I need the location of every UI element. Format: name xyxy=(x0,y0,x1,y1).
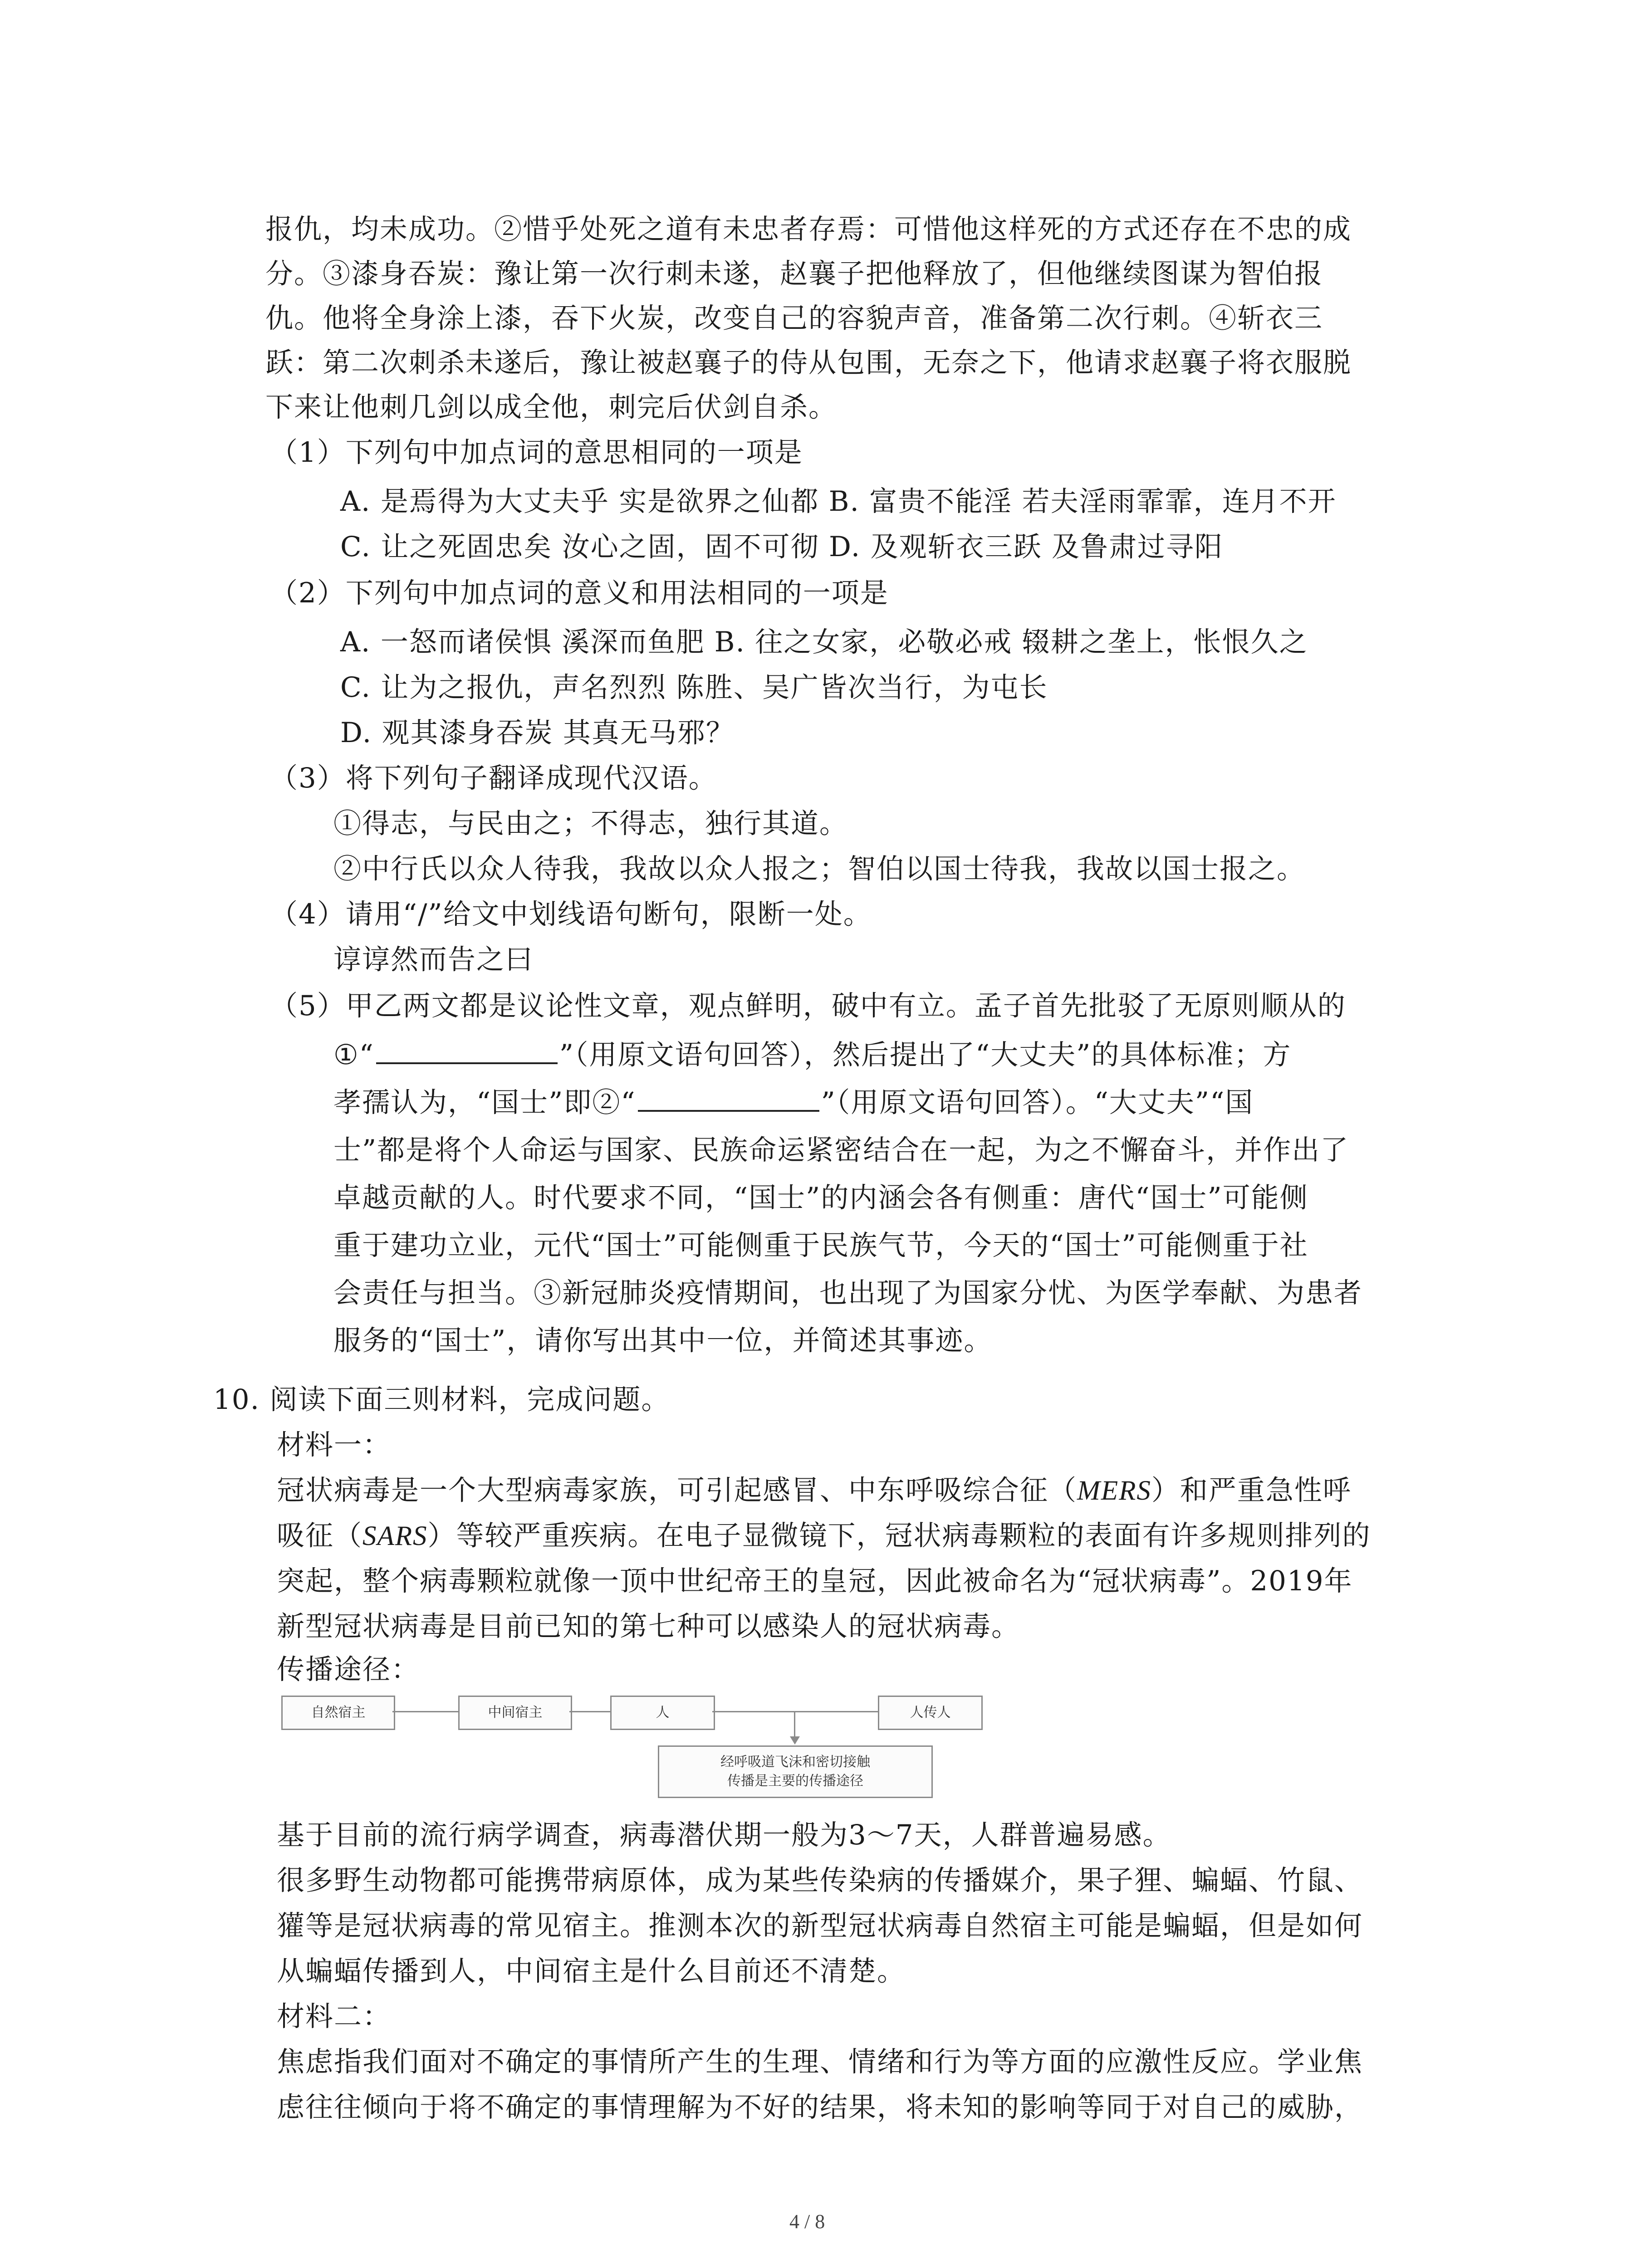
body-line: 服务的“国士”，请你写出其中一位，并简述其事迹。 xyxy=(333,1325,993,1357)
body-line: 仇。他将全身涂上漆，吞下火炭，改变自己的容貌声音，准备第二次行刺。④斩衣三 xyxy=(265,302,1323,334)
answer-blank-1[interactable] xyxy=(376,1040,558,1064)
question-10-title: 10. 阅读下面三则材料，完成问题。 xyxy=(213,1383,670,1416)
q5-fill-prefix: ①“ xyxy=(333,1039,374,1071)
connector-line xyxy=(569,1711,610,1712)
diagram-intermediate-host: 中间宿主 xyxy=(458,1696,572,1730)
question-3: （3）将下列句子翻译成现代汉语。 xyxy=(270,762,717,794)
diagram-note-line: 经呼吸道飞沫和密切接触 xyxy=(720,1754,870,1770)
body-line: 士”都是将个人命运与国家、民族命运紧密结合在一起，为之不懈奋斗，并作出了 xyxy=(333,1134,1349,1166)
option-line: C. 让之死固忠矣 汝心之固，固不可彻 D. 及观斩衣三跃 及鲁肃过寻阳 xyxy=(340,531,1223,563)
body-line: 很多野生动物都可能携带病原体，成为某些传染病的传播媒介，果子狸、蝙蝠、竹鼠、 xyxy=(277,1864,1363,1897)
body-line: 报仇，均未成功。②惜乎处死之道有未忠者存焉：可惜他这样死的方式还存在不忠的成 xyxy=(265,213,1352,245)
question-2: （2）下列句中加点词的意义和用法相同的一项是 xyxy=(270,577,889,609)
q5-fill-line-2 xyxy=(333,1086,1254,1119)
body-line: 虑往往倾向于将不确定的事情理解为不好的结果，将未知的影响等同于对自己的威胁， xyxy=(277,2091,1363,2123)
material-2-label: 材料二： xyxy=(277,2000,392,2033)
punctuation-sentence: 谆谆然而告之曰 xyxy=(333,943,534,976)
diagram-note xyxy=(658,1745,933,1798)
diagram-human: 人 xyxy=(610,1696,715,1730)
text-span: ）和严重急性呼 xyxy=(1151,1474,1352,1506)
body-line: 从蝙蝠传播到人，中间宿主是什么目前还不清楚。 xyxy=(277,1955,906,1987)
body-line: 焦虑指我们面对不确定的事情所产生的生理、情绪和行为等方面的应激性反应。学业焦 xyxy=(277,2046,1363,2078)
q5-fill-prefix: 孝孺认为，“国士”即②“ xyxy=(333,1086,636,1119)
body-line: 分。③漆身吞炭：豫让第一次行刺未遂，赵襄子把他释放了，但他继续图谋为智伯报 xyxy=(265,258,1323,290)
body-line: 下来让他刺几剑以成全他，刺完后伏剑自杀。 xyxy=(265,391,838,423)
option-line: D. 观其漆身吞炭 其真无马邪？ xyxy=(340,717,735,749)
body-line: 獾等是冠状病毒的常见宿主。推测本次的新型冠状病毒自然宿主可能是蝙蝠，但是如何 xyxy=(277,1910,1363,1942)
q5-fill-line-1 xyxy=(333,1039,1291,1071)
body-line: 重于建功立业，元代“国士”可能侧重于民族气节，今天的“国士”可能侧重于社 xyxy=(333,1229,1308,1261)
text-span: 吸征（ xyxy=(277,1520,363,1552)
option-line: A. 是焉得为大丈夫乎 实是欲界之仙都 B. 富贵不能淫 若夫淫雨霏霏，连月不开 xyxy=(340,485,1337,518)
diagram-natural-host: 自然宿主 xyxy=(281,1696,395,1730)
translate-sentence-1: ①得志，与民由之；不得志，独行其道。 xyxy=(333,807,848,840)
abbr-mers: MERS xyxy=(1077,1476,1151,1506)
diagram-note-line: 传播是主要的传播途径 xyxy=(727,1773,863,1789)
material-1-label: 材料一： xyxy=(277,1429,392,1461)
answer-blank-2[interactable] xyxy=(638,1087,819,1112)
arrow-down-icon xyxy=(790,1736,800,1745)
question-4: （4）请用“/”给文中划线语句断句，限断一处。 xyxy=(270,898,872,930)
route-label: 传播途径： xyxy=(277,1653,420,1686)
body-line: 基于目前的流行病学调查，病毒潜伏期一般为3～7天，人群普遍易感。 xyxy=(277,1819,1171,1851)
body-line: 会责任与担当。③新冠肺炎疫情期间，也出现了为国家分忧、为医学奉献、为患者 xyxy=(333,1277,1363,1309)
connector-line xyxy=(392,1711,458,1712)
body-line: 新型冠状病毒是目前已知的第七种可以感染人的冠状病毒。 xyxy=(277,1610,1020,1642)
body-line: 跃：第二次刺杀未遂后，豫让被赵襄子的侍从包围，无奈之下，他请求赵襄子将衣服脱 xyxy=(265,347,1352,379)
connector-arrow-line xyxy=(794,1711,795,1738)
body-line: 突起，整个病毒颗粒就像一顶中世纪帝王的皇冠，因此被命名为“冠状病毒”。2019年 xyxy=(277,1565,1353,1597)
body-line xyxy=(277,1520,1371,1553)
option-line: C. 让为之报仇，声名烈烈 陈胜、吴广皆次当行，为屯长 xyxy=(340,671,1048,704)
option-line: A. 一怒而诸侯惧 溪深而鱼肥 B. 往之女家，必敬必戒 辍耕之垄上，怅恨久之 xyxy=(340,626,1308,658)
page-number: 4 / 8 xyxy=(789,2210,825,2233)
question-5: （5）甲乙两文都是议论性文章，观点鲜明，破中有立。孟子首先批驳了无原则顺从的 xyxy=(270,990,1346,1022)
text-span: ）等较严重疾病。在电子显微镜下，冠状病毒颗粒的表面有许多规则排列的 xyxy=(427,1520,1371,1552)
q5-fill-suffix: ”（用原文语句回答），然后提出了“大丈夫”的具体标准；方 xyxy=(559,1039,1292,1071)
text-span: 冠状病毒是一个大型病毒家族，可引起感冒、中东呼吸综合征（ xyxy=(277,1474,1078,1506)
question-1: （1）下列句中加点词的意思相同的一项是 xyxy=(270,436,803,469)
body-line xyxy=(277,1474,1352,1507)
translate-sentence-2: ②中行氏以众人待我，我故以众人报之；智伯以国士待我，我故以国士报之。 xyxy=(333,853,1306,885)
q5-fill-suffix: ”（用原文语句回答）。“大丈夫”“国 xyxy=(821,1086,1254,1119)
body-line: 卓越贡献的人。时代要求不同，“国士”的内涵会各有侧重：唐代“国士”可能侧 xyxy=(333,1182,1308,1214)
diagram-human-to-human: 人传人 xyxy=(878,1696,983,1730)
abbr-sars: SARS xyxy=(362,1521,428,1551)
